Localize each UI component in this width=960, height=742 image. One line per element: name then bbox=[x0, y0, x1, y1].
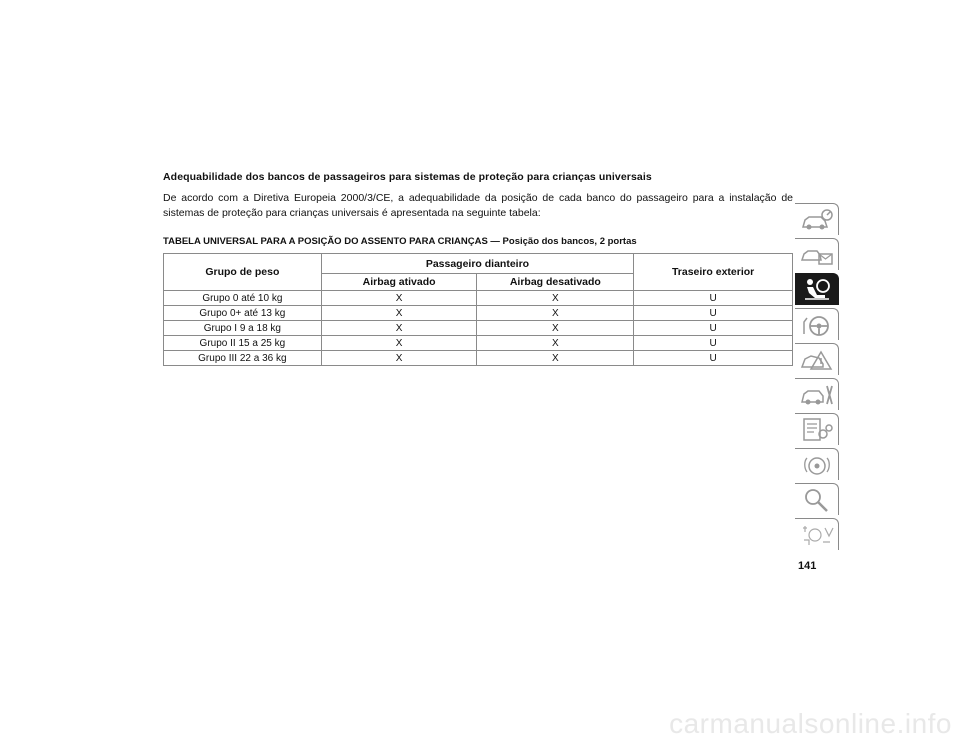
tab-car-dashboard[interactable] bbox=[795, 203, 839, 235]
tab-car-message[interactable] bbox=[795, 238, 839, 270]
tab-hazard-car[interactable] bbox=[795, 343, 839, 375]
table-row bbox=[164, 321, 793, 336]
tab-car-service[interactable] bbox=[795, 378, 839, 410]
languages-icon bbox=[799, 522, 835, 548]
header-front-passenger: Passageiro dianteiro bbox=[321, 254, 634, 274]
car-service-icon bbox=[799, 382, 835, 408]
cell-rear: U bbox=[634, 306, 793, 321]
cell-airbag-on: X bbox=[321, 321, 477, 336]
tab-steering-wheel[interactable] bbox=[795, 308, 839, 340]
cell-group: Grupo 0+ até 13 kg bbox=[164, 306, 322, 321]
cell-airbag-on: X bbox=[321, 336, 477, 351]
section-title: Adequabilidade dos bancos de passageiros para sistemas de proteção para crianças universais bbox=[163, 171, 652, 183]
tab-search-index[interactable] bbox=[795, 483, 839, 515]
intro-paragraph: De acordo com a Diretiva Europeia 2000/3/CE, a adequabilidade da posição de cada banco do passageiro para a instalação de sistemas de proteção para crianças universais é apresentada na seguinte tabela: bbox=[163, 192, 793, 219]
cell-group: Grupo II 15 a 25 kg bbox=[164, 336, 322, 351]
tab-seat-airbag[interactable] bbox=[795, 273, 839, 305]
tab-multimedia[interactable] bbox=[795, 448, 839, 480]
cell-group: Grupo I 9 a 18 kg bbox=[164, 321, 322, 336]
cell-airbag-off: X bbox=[477, 351, 634, 366]
tab-languages[interactable] bbox=[795, 518, 839, 550]
table-row bbox=[164, 291, 793, 306]
child-seat-table bbox=[163, 253, 793, 366]
table-row bbox=[164, 306, 793, 321]
cell-group: Grupo III 22 a 36 kg bbox=[164, 351, 322, 366]
subheader-airbag-off: Airbag desativado bbox=[477, 274, 634, 291]
tab-maintenance-checklist[interactable] bbox=[795, 413, 839, 445]
cell-airbag-on: X bbox=[321, 351, 477, 366]
cell-rear: U bbox=[634, 321, 793, 336]
table-title: TABELA UNIVERSAL PARA A POSIÇÃO DO ASSENTO PARA CRIANÇAS — Posição dos bancos, 2 portas bbox=[163, 236, 637, 247]
subheader-airbag-on: Airbag ativado bbox=[321, 274, 477, 291]
cell-rear: U bbox=[634, 336, 793, 351]
header-weight-group: Grupo de peso bbox=[164, 254, 322, 291]
header-rear-outer: Traseiro exterior bbox=[634, 254, 793, 291]
car-dashboard-icon bbox=[799, 207, 835, 233]
hazard-car-icon bbox=[799, 347, 835, 373]
car-message-icon bbox=[799, 242, 835, 268]
multimedia-icon bbox=[799, 452, 835, 478]
cell-rear: U bbox=[634, 351, 793, 366]
maintenance-checklist-icon bbox=[799, 417, 835, 443]
cell-airbag-off: X bbox=[477, 321, 634, 336]
cell-airbag-on: X bbox=[321, 306, 477, 321]
table-row bbox=[164, 336, 793, 351]
cell-airbag-off: X bbox=[477, 306, 634, 321]
cell-group: Grupo 0 até 10 kg bbox=[164, 291, 322, 306]
search-index-icon bbox=[799, 487, 835, 513]
watermark: carmanualsonline.info bbox=[669, 708, 952, 739]
cell-airbag-off: X bbox=[477, 291, 634, 306]
table-row bbox=[164, 351, 793, 366]
cell-airbag-on: X bbox=[321, 291, 477, 306]
steering-wheel-icon bbox=[799, 312, 835, 338]
cell-airbag-off: X bbox=[477, 336, 634, 351]
seat-airbag-icon bbox=[799, 277, 835, 303]
page-number: 141 bbox=[798, 560, 817, 572]
cell-rear: U bbox=[634, 291, 793, 306]
